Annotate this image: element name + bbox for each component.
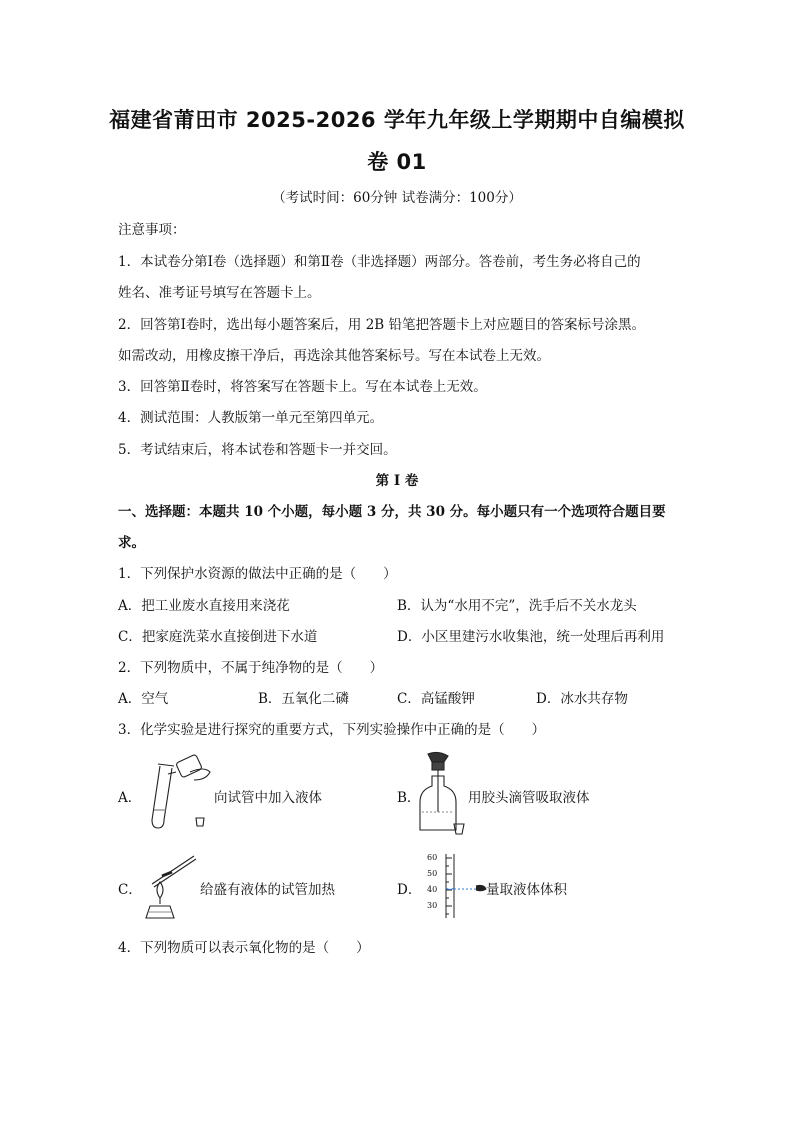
question-1-option-a: A．把工业废水直接用来浇花 [118,598,290,614]
question-3-option-a-label: 向试管中加入液体 [214,790,322,806]
question-1-option-b: B．认为“水用不完”，洗手后不关水龙头 [397,598,637,614]
question-3-option-d-letter: D． [397,882,422,898]
note-line: 1．本试卷分第Ⅰ卷（选择题）和第Ⅱ卷（非选择题）两部分。答卷前，考生务必将自己的 [118,254,641,270]
question-1-option-d: D．小区里建污水收集池，统一处理后再利用 [397,629,665,645]
question-1-option-c: C．把家庭洗菜水直接倒进下水道 [118,629,318,645]
note-line: 姓名、准考证号填写在答题卡上。 [118,285,321,301]
page-title: 福建省莆田市 2025-2026 学年九年级上学期期中自编模拟 [109,108,685,132]
note-line: 2．回答第Ⅰ卷时，选出每小题答案后，用 2B 铅笔把答题卡上对应题目的答案标号涂黑。 [118,317,646,333]
cylinder-tick-label: 60 [427,853,438,862]
note-line: 如需改动，用橡皮擦干净后，再选涂其他答案标号。写在本试卷上无效。 [118,348,550,364]
cylinder-tick-label: 50 [427,869,438,878]
question-3-stem: 3．化学实验是进行探究的重要方式，下列实验操作中正确的是（ ） [118,722,546,738]
question-3-option-a-letter: A． [118,790,142,806]
volume-heading: 第 I 卷 [375,473,419,489]
section-instruction-continued: 求。 [118,535,145,551]
question-1-stem: 1．下列保护水资源的做法中正确的是（ ） [118,566,397,582]
note-line: 5．考试结束后，将本试卷和答题卡一并交回。 [118,442,397,458]
question-2-option-c: C．高锰酸钾 [397,691,475,707]
cylinder-tick-label: 40 [427,885,438,894]
notes-heading: 注意事项： [118,222,186,238]
question-3-option-d-label: 量取液体体积 [486,882,567,898]
alcohol-lamp-heating-figure [138,850,200,922]
question-2-option-a: A．空气 [118,691,169,707]
question-3-option-c-label: 给盛有液体的试管加热 [200,882,335,898]
question-2-stem: 2．下列物质中，不属于纯净物的是（ ） [118,660,384,676]
note-line: 4．测试范围：人教版第一单元至第四单元。 [118,410,384,426]
section-instruction: 一、选择题：本题共 10 个小题，每小题 3 分，共 30 分。每小题只有一个选项符合题目要 [118,504,666,520]
test-tube-pouring-figure [146,752,216,832]
question-3-option-b-label: 用胶头滴管吸取液体 [468,790,590,806]
note-line: 3．回答第Ⅱ卷时，将答案写在答题卡上。写在本试卷上无效。 [118,379,487,395]
dropper-bottle-figure [414,750,466,836]
question-3-option-c-letter: C． [118,882,142,898]
question-3-option-b-letter: B． [397,790,421,806]
question-4-stem: 4．下列物质可以表示氧化物的是（ ） [118,940,370,956]
page-title-continued: 卷 01 [367,150,427,174]
cylinder-tick-label: 30 [427,901,438,910]
exam-info: （考试时间：60分钟 试卷满分：100分） [272,190,522,206]
question-2-option-d: D．冰水共存物 [536,691,628,707]
question-2-option-b: B．五氧化二磷 [258,691,349,707]
